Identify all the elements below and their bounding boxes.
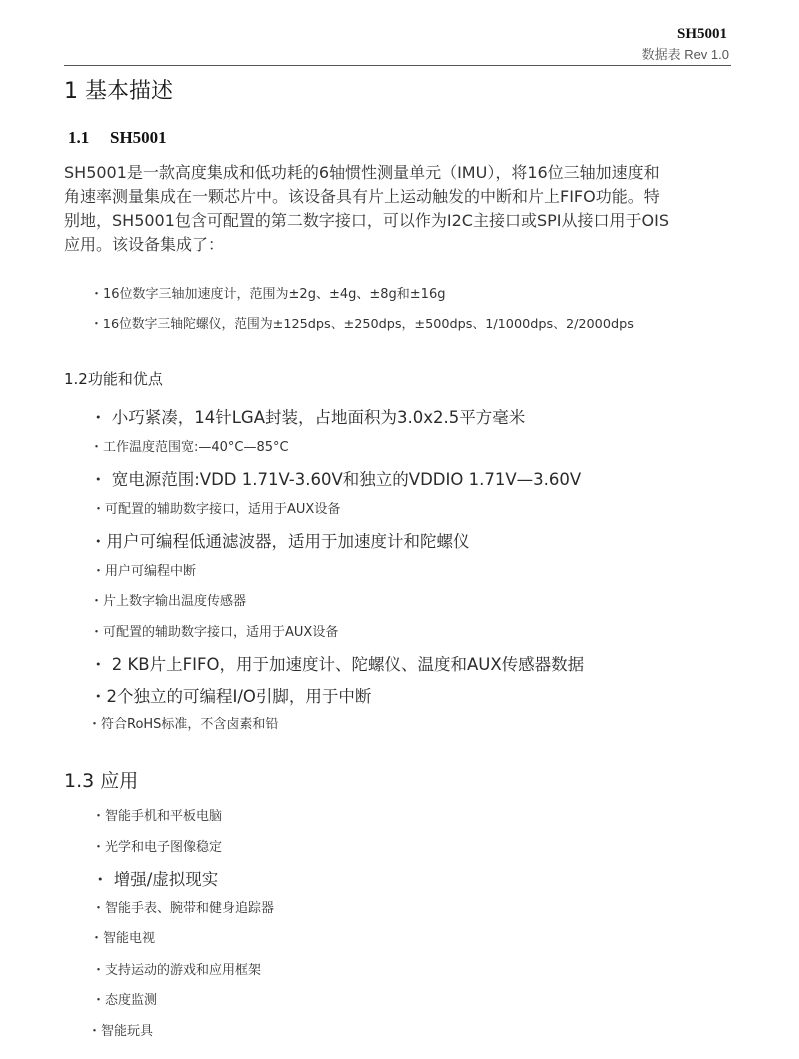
section-title-features: 1.2功能和优点 [64,370,163,388]
feature-item: ・符合RoHS标准，不含卤素和铅 [88,717,279,732]
feature-item: ・片上数字输出温度传感器 [90,594,247,609]
subsection-title: SH5001 [110,128,167,147]
application-item: ・支持运动的游戏和应用框架 [92,963,262,978]
intro-paragraph [64,161,736,257]
subsection-number: 1.1 [68,128,90,147]
application-item: ・态度监测 [92,993,158,1008]
application-item: ・智能电视 [90,931,156,946]
intro-line: 别地，SH5001包含可配置的第二数字接口，可以作为I2C主接口或SPI从接口用于OIS [64,211,669,230]
intro-line: 角速率测量集成在一颗芯片中。该设备具有片上运动触发的中断和片上FIFO功能。特 [64,187,660,206]
spec-item-accelerometer: ・16位数字三轴加速度计，范围为±2g、±4g、±8g和±16g [90,287,446,302]
application-item: ・ 增强/虚拟现实 [92,870,219,889]
feature-item: ・ 小巧紧凑，14针LGA封装，占地面积为3.0x2.5平方毫米 [90,408,526,427]
spec-item-gyroscope: ・16位数字三轴陀螺仪，范围为±125dps、±250dps，±500dps、1/1000dps、2/2000dps [90,317,634,332]
feature-item: ・ 宽电源范围:VDD 1.71V-3.60V和独立的VDDIO 1.71V—3.60V [90,470,582,489]
intro-line: SH5001是一款高度集成和低功耗的6轴惯性测量单元（IMU），将16位三轴加速度和 [64,163,660,182]
intro-line: 应用。该设备集成了： [64,235,225,254]
feature-item: ・可配置的辅助数字接口，适用于AUX设备 [92,502,341,517]
section-title-basic-description: 1 基本描述 [64,79,173,104]
application-item: ・智能玩具 [88,1024,154,1039]
feature-item: ・工作温度范围宽:—40°C—85°C [90,440,289,455]
application-item: ・智能手表、腕带和健身追踪器 [92,901,275,916]
application-item: ・智能手机和平板电脑 [92,809,223,824]
feature-item: ・2个独立的可编程I/O引脚，用于中断 [90,687,372,706]
feature-item: ・ 2 KB片上FIFO，用于加速度计、陀螺仪、温度和AUX传感器数据 [90,655,585,674]
application-item: ・光学和电子图像稳定 [92,840,223,855]
document-id: SH5001 [676,26,727,42]
header-divider [64,65,731,66]
feature-item: ・可配置的辅助数字接口，适用于AUX设备 [90,625,339,640]
section-title-applications: 1.3 应用 [64,770,139,792]
document-revision: 数据表 Rev 1.0 [641,47,729,62]
feature-item: ・用户可编程低通滤波器，适用于加速度计和陀螺仪 [90,532,470,551]
feature-item: ・用户可编程中断 [92,564,197,579]
subsection-heading-1-1 [68,128,167,148]
